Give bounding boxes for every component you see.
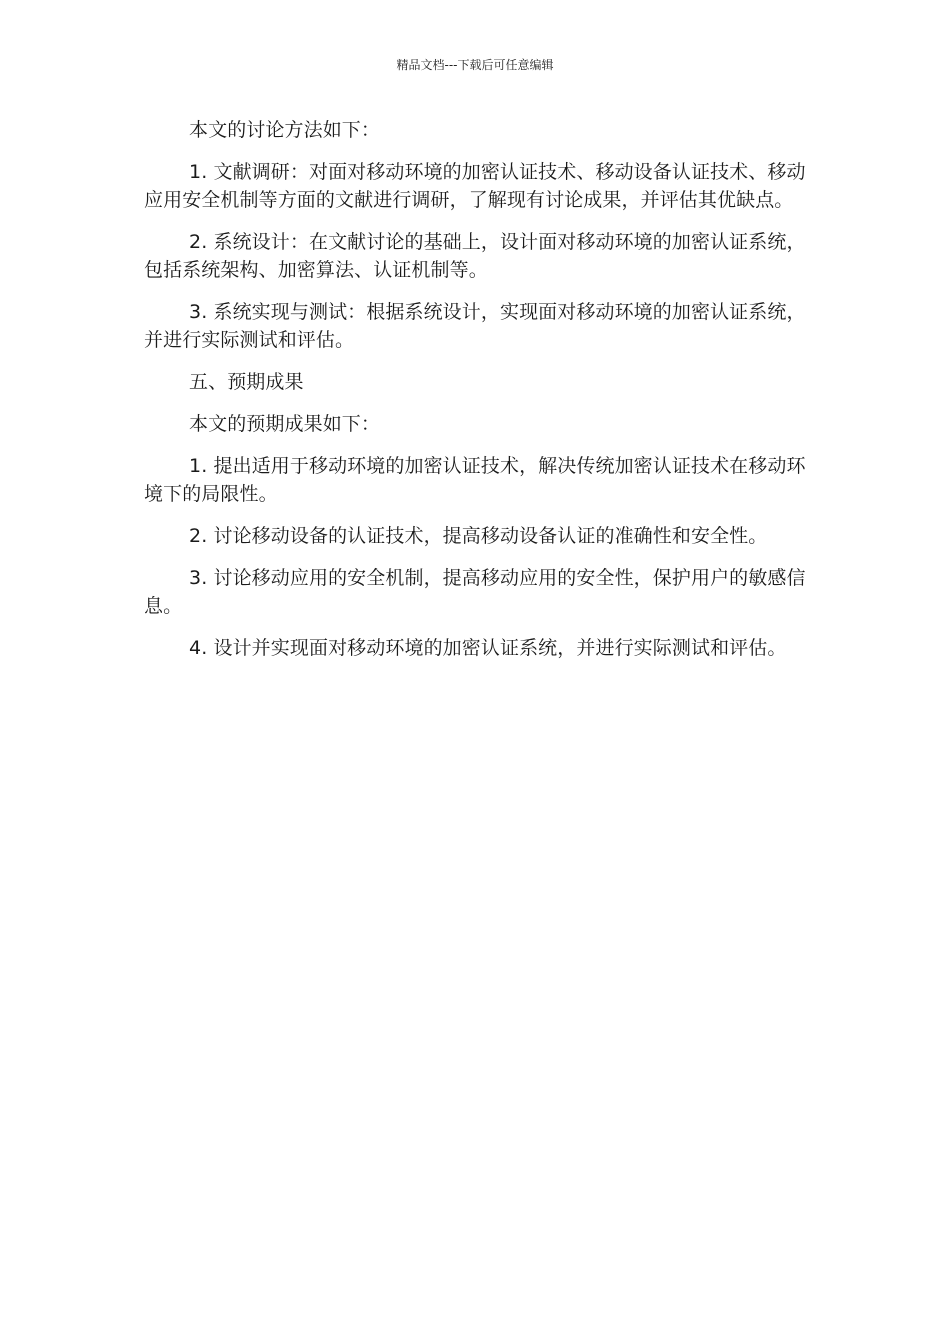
result-item-1-paragraph: 1. 提出适用于移动环境的加密认证技术，解决传统加密认证技术在移动环境下的局限性。 — [144, 455, 806, 505]
result-item-4-paragraph: 4. 设计并实现面对移动环境的加密认证系统，并进行实际测试和评估。 — [189, 637, 787, 659]
section-heading-expected-results: 五、预期成果 — [189, 371, 304, 393]
method-intro-paragraph: 本文的讨论方法如下： — [189, 119, 381, 141]
document-body — [144, 116, 812, 676]
results-intro-paragraph: 本文的预期成果如下： — [189, 413, 381, 435]
result-item-3-paragraph: 3. 讨论移动应用的安全机制，提高移动应用的安全性，保护用户的敏感信息。 — [144, 567, 806, 617]
method-item-1-paragraph: 1. 文献调研：对面对移动环境的加密认证技术、移动设备认证技术、移动应用安全机制等方面的文献进行调研，了解现有讨论成果，并评估其优缺点。 — [144, 161, 806, 211]
method-item-3-paragraph: 3. 系统实现与测试：根据系统设计，实现面对移动环境的加密认证系统，并进行实际测试和评估。 — [144, 301, 806, 351]
page-header: 精品文档---下载后可任意编辑 — [396, 58, 554, 72]
method-item-2-paragraph: 2. 系统设计：在文献讨论的基础上，设计面对移动环境的加密认证系统，包括系统架构、加密算法、认证机制等。 — [144, 231, 806, 281]
result-item-2-paragraph: 2. 讨论移动设备的认证技术，提高移动设备认证的准确性和安全性。 — [189, 525, 768, 547]
